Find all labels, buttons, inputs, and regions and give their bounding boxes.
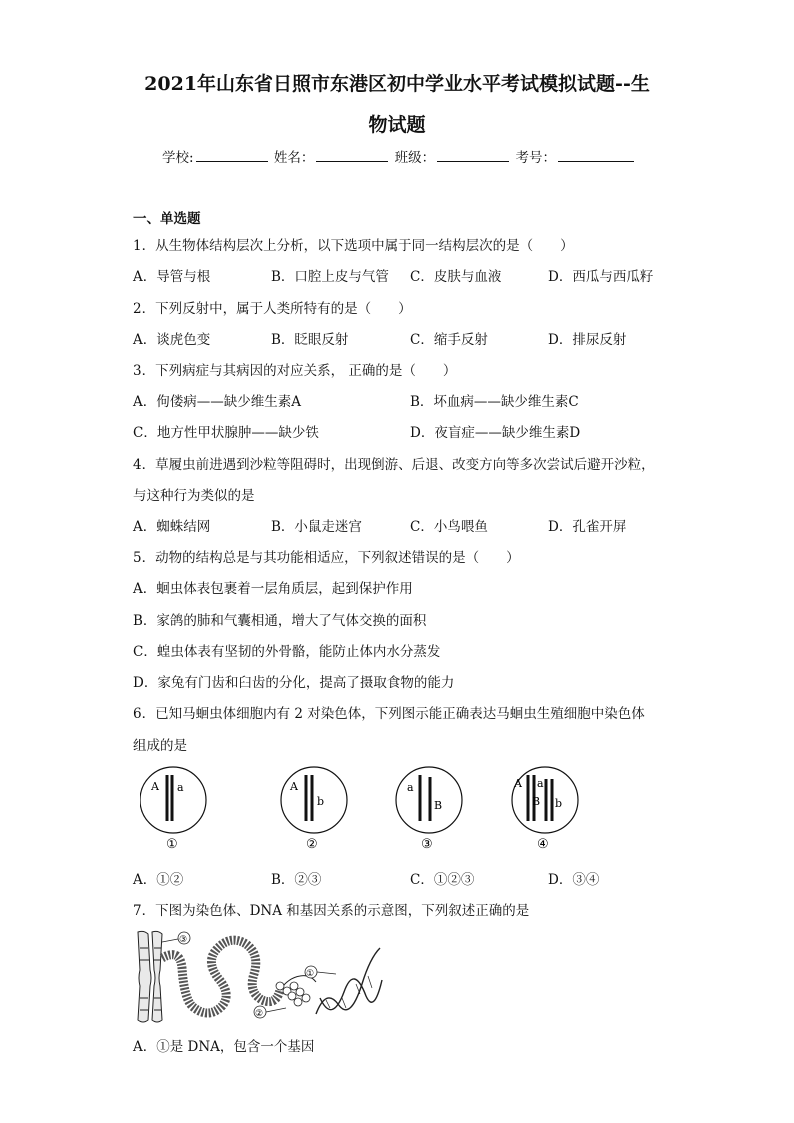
fig1-letter-a-lower: a: [177, 781, 184, 794]
q7-option-a: A．①是 DNA，包含一个基因: [133, 1039, 315, 1055]
q5-option-c: C．蝗虫体表有坚韧的外骨骼，能防止体内水分蒸发: [133, 644, 441, 660]
q4-option-a: A．蜘蛛结网: [133, 519, 211, 535]
question-4-stem-line1: 4．草履虫前进遇到沙粒等阻碍时，出现倒游、后退、改变方向等多次尝试后避开沙粒，: [133, 457, 655, 473]
name-blank: [316, 148, 388, 162]
question-1-stem: 1．从生物体结构层次上分析，以下选项中属于同一结构层次的是（ ）: [133, 238, 574, 254]
q6-figure-1: [140, 767, 206, 852]
q3-option-c: C．地方性甲状腺肿——缺少铁: [133, 425, 319, 441]
q7-label-3: ③: [179, 935, 188, 945]
q2-option-b: B．眨眼反射: [271, 332, 349, 348]
question-4-stem-line2: 与这种行为类似的是: [133, 488, 255, 504]
fig4-letter-a-lower: a: [537, 777, 544, 790]
q1-option-d: D．西瓜与西瓜籽: [548, 269, 654, 285]
q2-option-d: D．排尿反射: [548, 332, 627, 348]
exam-no-blank: [558, 148, 634, 162]
q2-option-a: A．谈虎色变: [133, 332, 211, 348]
q1-option-a: A．导管与根: [133, 269, 211, 285]
q3-option-d: D．夜盲症——缺少维生素D: [410, 425, 581, 441]
q3-option-a: A．佝偻病——缺少维生素A: [133, 394, 301, 410]
fig1-label: ①: [166, 837, 178, 852]
coiled-chromatin: [162, 940, 316, 1013]
q1-option-c: C．皮肤与血液: [410, 269, 502, 285]
q5-option-b: B．家鸽的肺和气囊相通，增大了气体交换的面积: [133, 613, 427, 629]
dna-double-helix: [316, 948, 382, 1014]
chromosome-illustration: [138, 931, 162, 1022]
exam-title-line2: 物试题: [368, 114, 426, 136]
q6-option-c: C．①②③: [410, 872, 475, 888]
question-6-stem-line1: 6．已知马蛔虫体细胞内有 2 对染色体，下列图示能正确表达马蛔虫生殖细胞中染色体: [133, 706, 645, 722]
fig2-label: ②: [306, 837, 318, 852]
school-blank: [196, 148, 268, 162]
q4-option-b: B．小鼠走迷宫: [271, 519, 362, 535]
q3-option-b: B．坏血病——缺少维生素C: [410, 394, 579, 410]
fig1-letter-a-upper: A: [151, 780, 159, 793]
question-3-stem: 3．下列病症与其病因的对应关系， 正确的是（ ）: [133, 363, 457, 379]
q5-option-a: A．蛔虫体表包裹着一层角质层，起到保护作用: [133, 581, 413, 597]
school-label: 学校:: [162, 150, 194, 166]
q6-option-a: A．①②: [133, 872, 184, 888]
fig3-letter-b-upper: B: [434, 799, 443, 812]
q6-figure-3: [396, 767, 462, 852]
fig3-letter-a-lower: a: [407, 781, 414, 794]
class-label: 班级：: [394, 150, 436, 166]
exam-title-line1: 2021年山东省日照市东港区初中学业水平考试模拟试题--生: [144, 73, 650, 95]
exam-no-label: 考号：: [515, 150, 556, 166]
q6-chromosome-figures: [140, 765, 580, 855]
fig4-letter-b-upper: B: [532, 795, 541, 808]
nucleosome-beads: [276, 982, 310, 1006]
q6-option-b: B．②③: [271, 872, 322, 888]
fig2-letter-a-upper: A: [290, 780, 298, 793]
class-blank: [437, 148, 509, 162]
fig4-letter-a-upper: A: [514, 777, 522, 790]
q6-option-d: D．③④: [548, 872, 600, 888]
q7-chromosome-dna-figure: [130, 928, 390, 1026]
student-info-row: [162, 146, 636, 166]
q7-label-1: ①: [306, 969, 315, 979]
fig4-letter-b-lower: b: [555, 797, 563, 810]
q4-option-c: C．小鸟喂鱼: [410, 519, 488, 535]
q4-option-d: D．孔雀开屏: [548, 519, 627, 535]
q2-option-c: C．缩手反射: [410, 332, 488, 348]
question-6-stem-line2: 组成的是: [133, 738, 187, 754]
section-heading: 一、单选题: [133, 211, 201, 227]
q7-label-2: ②: [255, 1009, 264, 1019]
q6-figure-4: [512, 767, 578, 852]
fig4-label: ④: [537, 837, 549, 852]
question-7-stem: 7．下图为染色体、DNA 和基因关系的示意图，下列叙述正确的是: [133, 903, 530, 919]
question-5-stem: 5．动物的结构总是与其功能相适应，下列叙述错误的是（ ）: [133, 550, 520, 566]
q1-option-b: B．口腔上皮与气管: [271, 269, 389, 285]
question-2-stem: 2．下列反射中，属于人类所特有的是（ ）: [133, 301, 412, 317]
q6-figure-2: [281, 767, 347, 852]
fig2-letter-b-lower: b: [317, 795, 325, 808]
name-label: 姓名：: [273, 150, 315, 166]
fig3-label: ③: [421, 837, 433, 852]
q5-option-d: D．家兔有门齿和臼齿的分化，提高了摄取食物的能力: [133, 675, 455, 691]
